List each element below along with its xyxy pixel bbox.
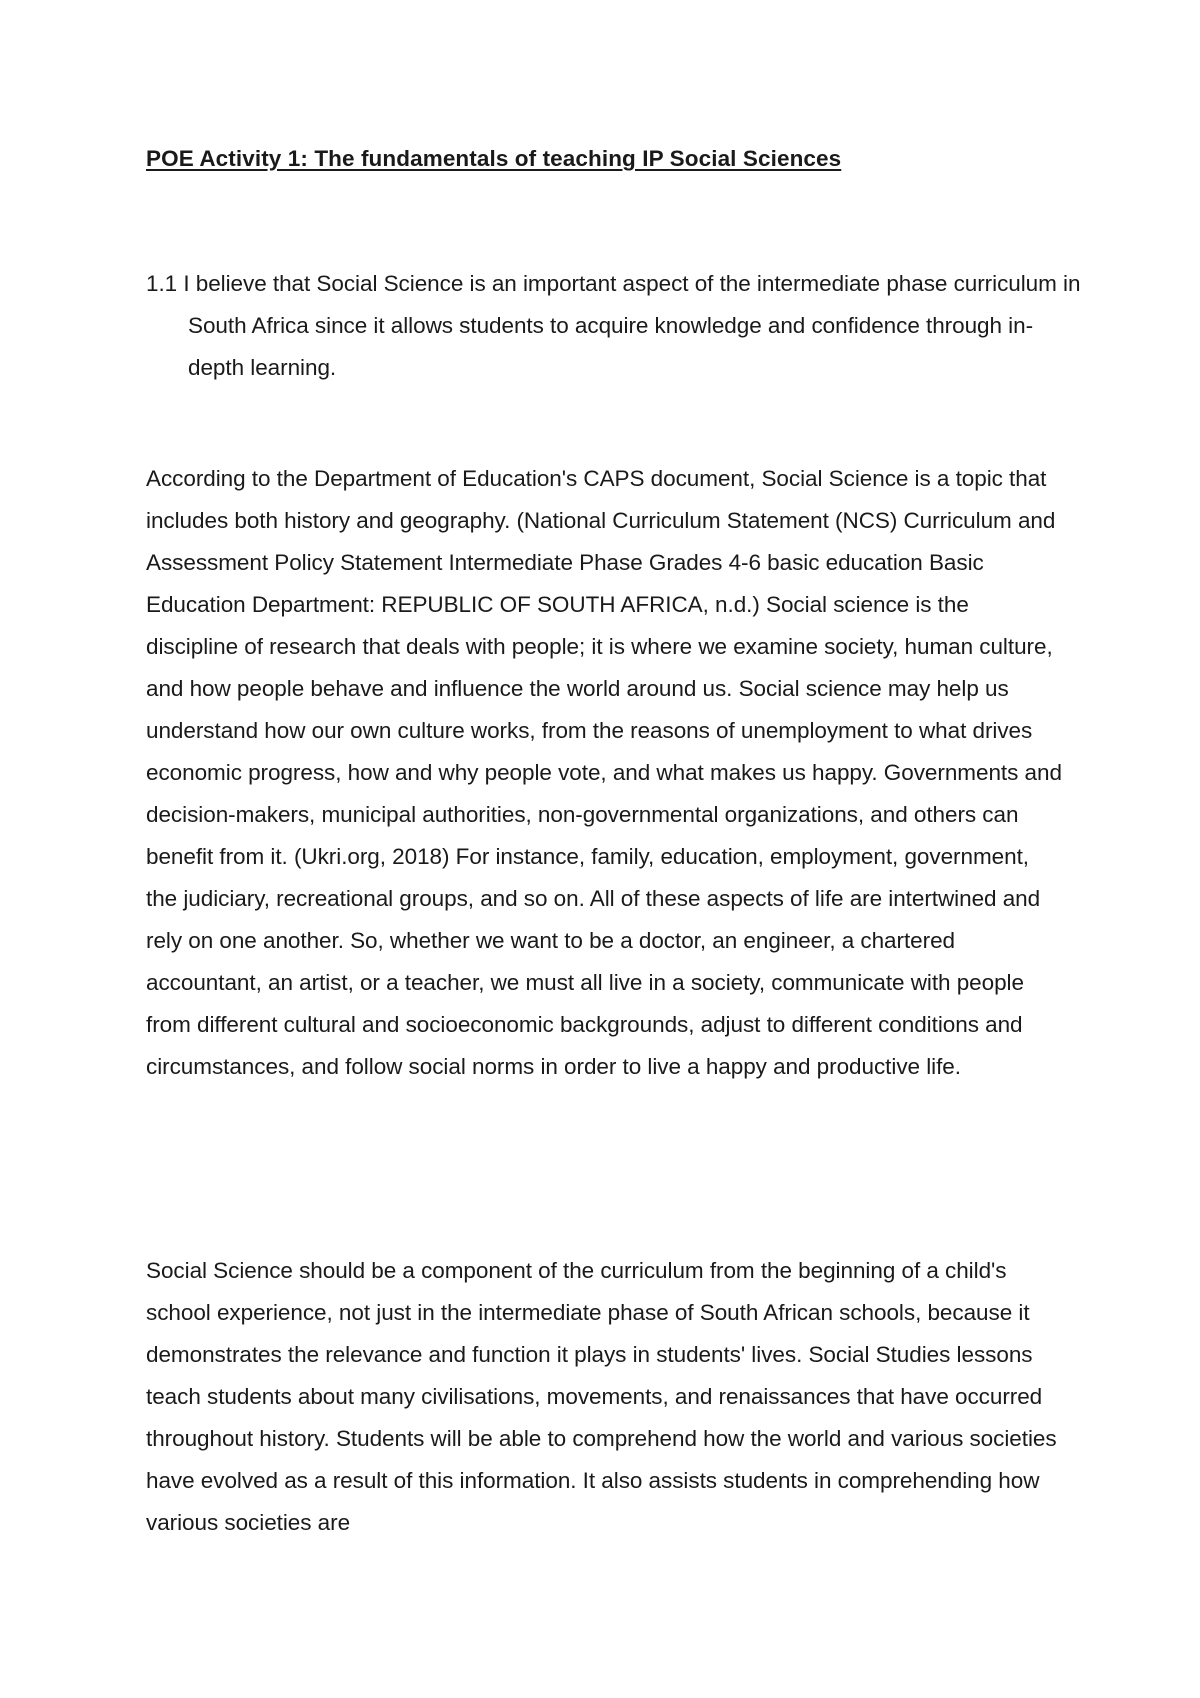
body-paragraph-curriculum: Social Science should be a component of the curriculum from the beginning of a child's school experience, not just in the intermediate phase of South African schools, because it demonstrates the relevance and function it plays in students' lives. Social Studies lessons teach students about many civilisations, movements, and renaissances that have occurred throughout history. Students will be able to comprehend how the world and various societies have evolved as a result of this information. It also assists students in comprehending how various societies are: [146, 1258, 1057, 1535]
answer-1-1: 1.1 I believe that Social Science is an important aspect of the intermediate phase curriculum in South Africa since it allows students to acquire knowledge and confidence through in-depth learning.: [146, 271, 1081, 380]
document-title: POE Activity 1: The fundamentals of teaching IP Social Sciences: [146, 146, 842, 171]
body-paragraph-caps: According to the Department of Education's CAPS document, Social Science is a topic that includes both history and geography. (National Curriculum Statement (NCS) Curriculum and Assessment Policy Statement Intermediate Phase Grades 4-6 basic education Basic Education Department: REPUBLIC OF SOUTH AFRICA, n.d.) Social science is the discipline of research that deals with people; it is where we examine society, human culture, and how people behave and influence the world around us. Social science may help us understand how our own culture works, from the reasons of unemployment to what drives economic progress, how and why people vote, and what makes us happy. Governments and decision-makers, municipal authorities, non-governmental organizations, and others can benefit from it. (Ukri.org, 2018) For instance, family, education, employment, government, the judiciary, recreational groups, and so on. All of these aspects of life are intertwined and rely on one another. So, whether we want to be a doctor, an engineer, a chartered accountant, an artist, or a teacher, we must all live in a society, communicate with people from different cultural and socioeconomic backgrounds, adjust to different conditions and circumstances, and follow social norms in order to live a happy and productive life.: [146, 466, 1062, 1079]
